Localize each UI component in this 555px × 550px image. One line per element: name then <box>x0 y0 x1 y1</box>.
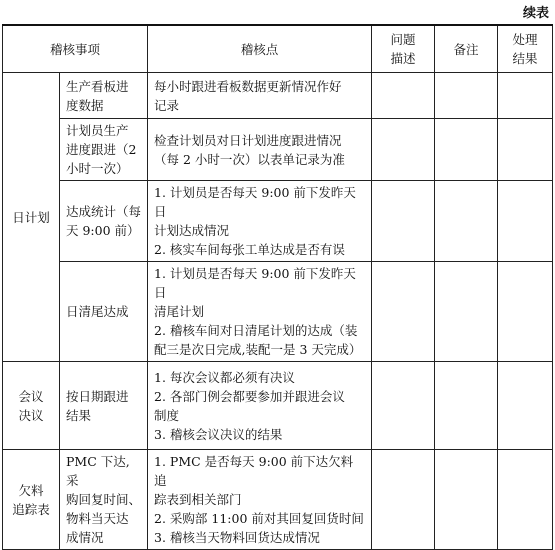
point-line: 清尾计划 <box>154 304 205 319</box>
header-matter: 稽核事项 <box>3 25 148 73</box>
point-line: 1. 计划员是否每天 9:00 前下发昨天日 <box>154 266 356 300</box>
category-cell <box>3 450 60 550</box>
item-line: 按日期跟进 <box>66 388 129 404</box>
handle-cell[interactable] <box>498 450 553 550</box>
problem-cell[interactable] <box>372 262 435 362</box>
problem-cell[interactable] <box>372 450 435 550</box>
item-line: 生产看板进 <box>66 78 129 94</box>
table-row <box>3 262 553 362</box>
remark-cell[interactable] <box>435 73 498 119</box>
category-line: 欠料 <box>18 482 44 498</box>
item-line: PMC 下达,采 <box>66 454 130 488</box>
category-cell <box>3 73 60 362</box>
item-line: 小时一次） <box>66 161 129 176</box>
item-cell <box>60 181 148 262</box>
item-cell <box>60 450 148 550</box>
handle-cell[interactable] <box>498 262 553 362</box>
point-cell <box>148 181 372 262</box>
category-cell <box>3 362 60 450</box>
item-line: 购回复时间、 <box>66 492 142 507</box>
point-cell <box>148 73 372 119</box>
item-cell <box>60 73 148 119</box>
handle-cell[interactable] <box>498 73 553 119</box>
point-line: 制度 <box>154 407 180 423</box>
item-line: 天 9:00 前） <box>66 223 140 238</box>
point-line: 3. 稽核会议决议的结果 <box>154 426 283 442</box>
point-line: 2. 核实车间每张工单达成是否有误 <box>154 242 345 257</box>
problem-cell[interactable] <box>372 73 435 119</box>
point-line: 1. 计划员是否每天 9:00 前下发昨天日 <box>154 185 356 219</box>
point-line: 1. PMC 是否每天 9:00 前下达欠料追 <box>154 454 354 488</box>
point-line: （每 2 小时一次）以表单记录为准 <box>154 151 345 167</box>
category-line: 日计划 <box>12 209 50 225</box>
category-line: 会议 <box>18 388 44 404</box>
table-row <box>3 181 553 262</box>
problem-cell[interactable] <box>372 181 435 262</box>
item-line: 进度跟进（2 <box>66 142 137 157</box>
point-line: 踪表到相关部门 <box>154 492 242 507</box>
point-cell <box>148 362 372 450</box>
handle-cell[interactable] <box>498 362 553 450</box>
header-row <box>3 25 553 73</box>
item-cell <box>60 119 148 181</box>
table-row <box>3 362 553 450</box>
remark-cell[interactable] <box>435 262 498 362</box>
remark-cell[interactable] <box>435 362 498 450</box>
remark-cell[interactable] <box>435 181 498 262</box>
problem-cell[interactable] <box>372 362 435 450</box>
point-line: 3. 稽核当天物料回货达成情况 <box>154 530 320 545</box>
point-cell <box>148 119 372 181</box>
table-row <box>3 119 553 181</box>
header-point: 稽核点 <box>148 25 372 73</box>
table-row <box>3 450 553 550</box>
point-line: 2. 各部门例会都要参加并跟进会议 <box>154 388 345 404</box>
handle-cell[interactable] <box>498 119 553 181</box>
point-line: 1. 每次会议都必须有决议 <box>154 369 295 385</box>
item-cell <box>60 362 148 450</box>
point-cell <box>148 262 372 362</box>
item-line: 结果 <box>66 407 92 423</box>
item-line: 日清尾达成 <box>66 304 129 319</box>
header-remark: 备注 <box>435 25 498 73</box>
header-handle: 处理 结果 <box>498 25 553 73</box>
handle-cell[interactable] <box>498 181 553 262</box>
category-line: 决议 <box>18 407 44 423</box>
point-cell <box>148 450 372 550</box>
item-line: 物料当天达 <box>66 511 129 526</box>
point-line: 配三是次日完成,装配一是 3 天完成） <box>154 342 362 357</box>
item-line: 计划员生产 <box>66 123 129 138</box>
item-line: 达成统计（每 <box>66 204 142 219</box>
point-line: 记录 <box>154 97 180 113</box>
header-problem: 问题 描述 <box>372 25 435 73</box>
category-line: 追踪表 <box>12 501 50 517</box>
point-line: 2. 稽核车间对日清尾计划的达成（装 <box>154 323 358 338</box>
point-line: 计划达成情况 <box>154 223 230 238</box>
point-line: 检查计划员对日计划进度跟进情况 <box>154 132 342 148</box>
point-line: 每小时跟进看板数据更新情况作好 <box>154 78 342 94</box>
continued-label: 续表 <box>522 6 549 21</box>
item-line: 度数据 <box>66 97 104 113</box>
item-cell <box>60 262 148 362</box>
table-body <box>3 73 553 550</box>
remark-cell[interactable] <box>435 119 498 181</box>
problem-cell[interactable] <box>372 119 435 181</box>
point-line: 2. 采购部 11:00 前对其回复回货时间 <box>154 511 364 526</box>
audit-table <box>2 24 553 550</box>
table-row <box>3 73 553 119</box>
item-line: 成情况 <box>66 530 104 545</box>
remark-cell[interactable] <box>435 450 498 550</box>
